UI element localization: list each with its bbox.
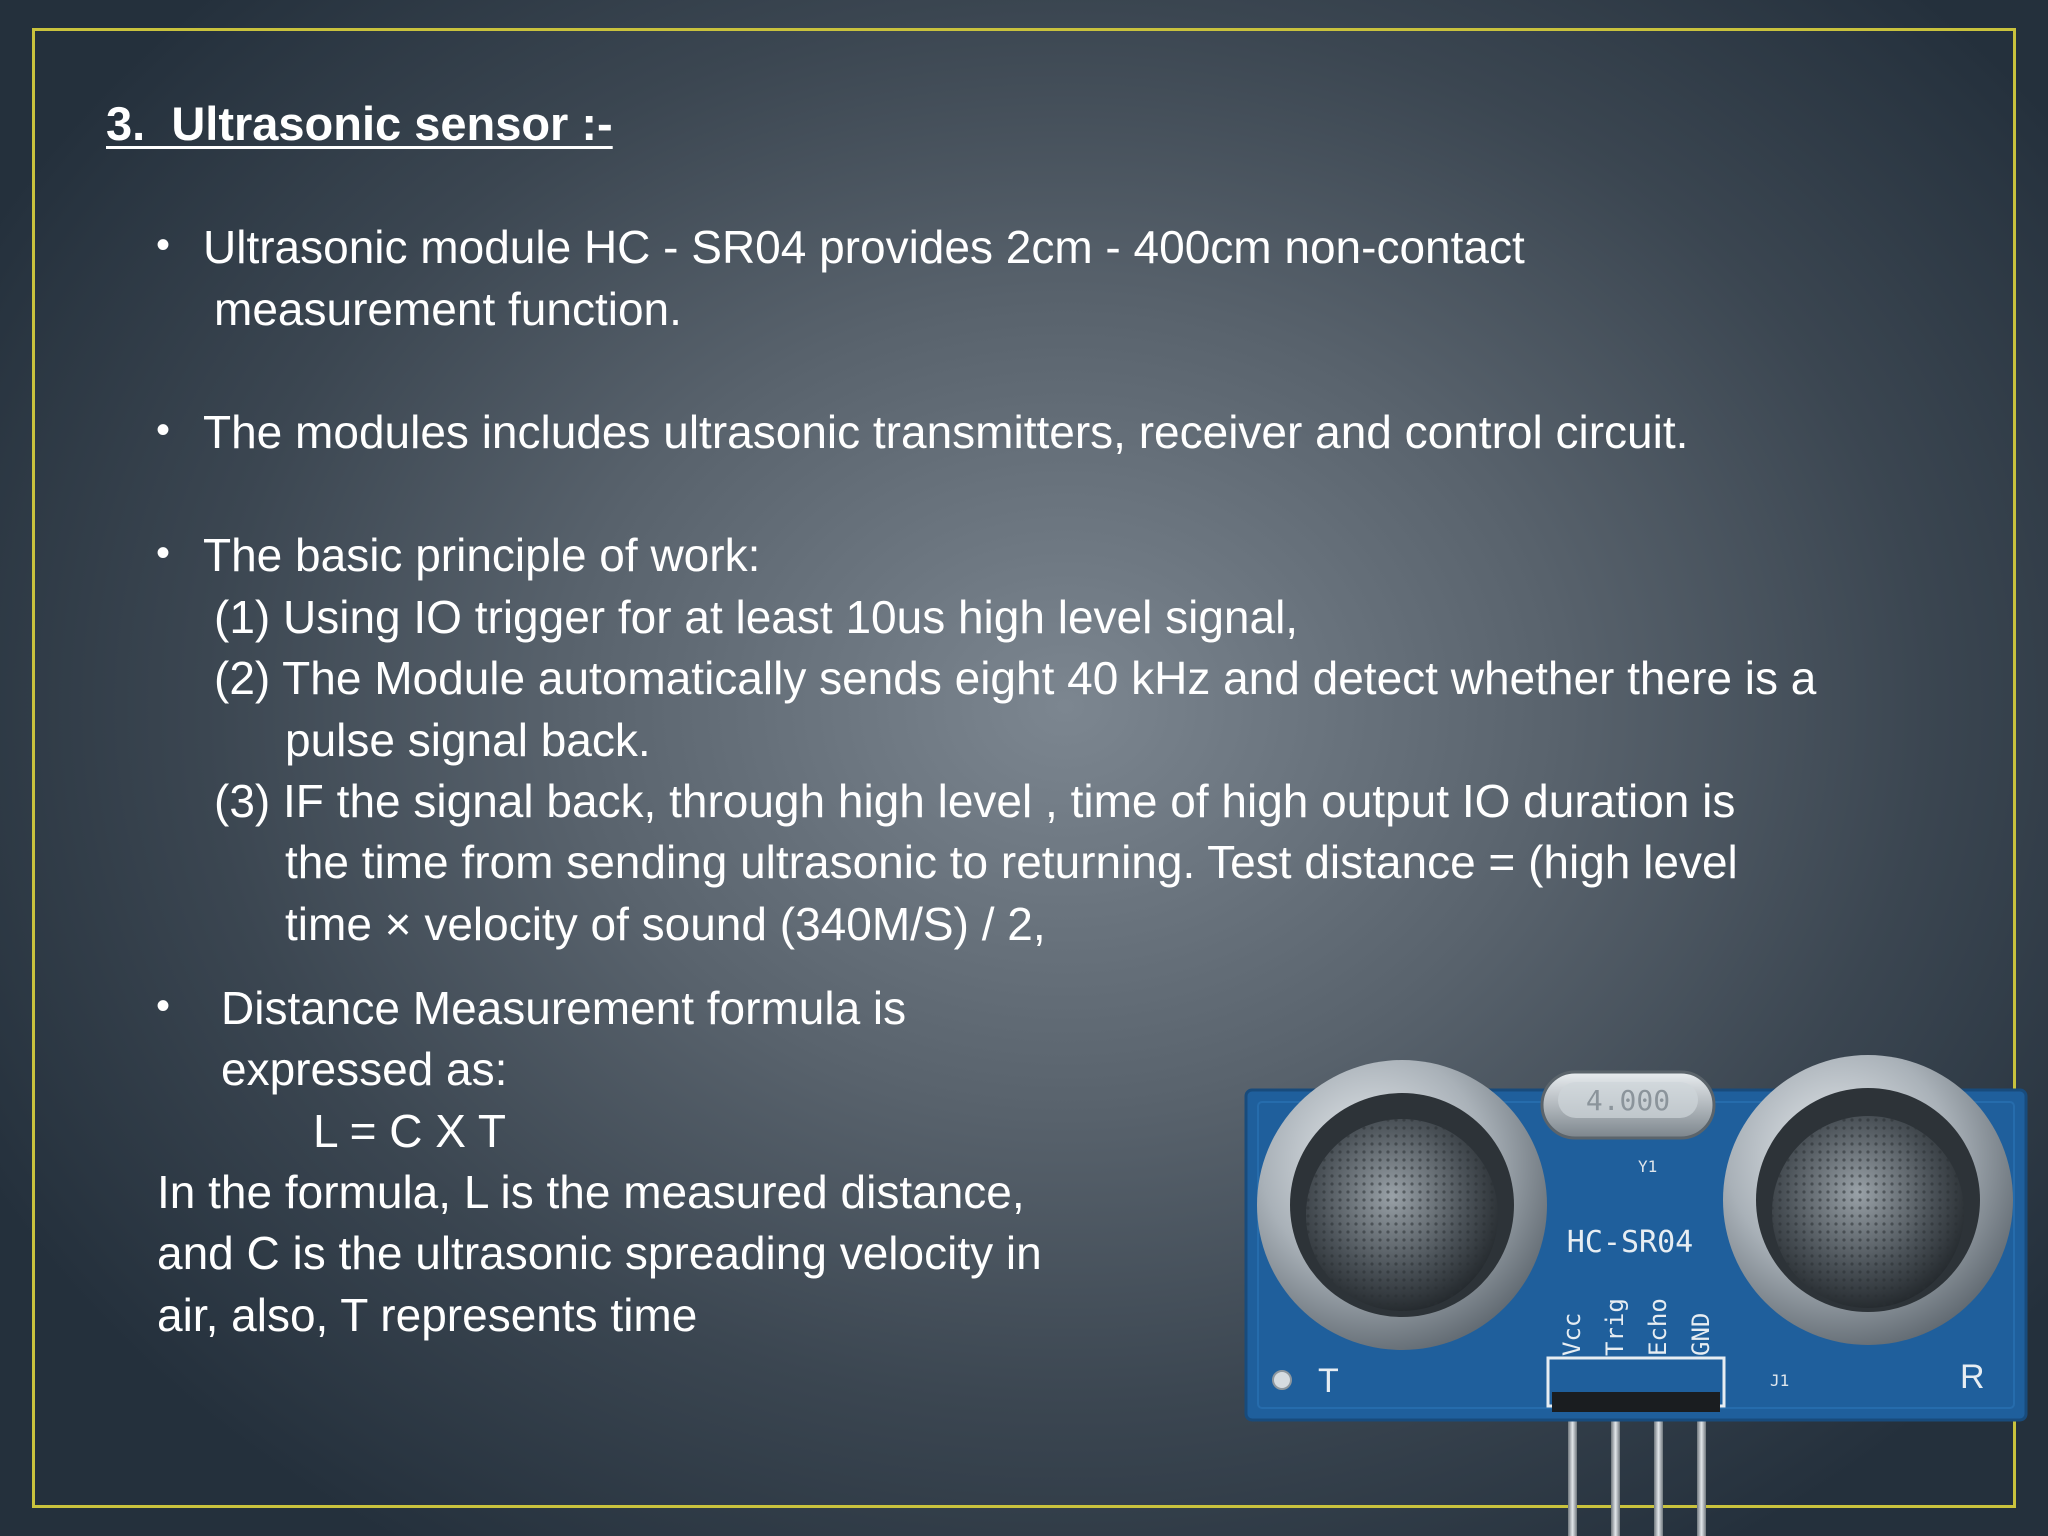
pin-label-vcc: Vcc (1558, 1312, 1586, 1356)
crystal-label: 4.000 (1585, 1084, 1671, 1117)
transmitter-marker: T (1318, 1362, 1339, 1400)
bullet-3-line-1: The basic principle of work: (203, 529, 761, 581)
bullet-marker: • (156, 408, 171, 452)
bullet-4-line-2: expressed as: (221, 1043, 508, 1095)
principle-step-3-line-2: the time from sending ultrasonic to returning. Test distance = (high level (285, 836, 1738, 888)
pin-label-echo: Echo (1644, 1298, 1672, 1356)
principle-step-2-line-2: pulse signal back. (285, 714, 651, 766)
principle-step-3-line-1: (3) IF the signal back, through high level , time of high output IO duration is (214, 775, 1736, 827)
principle-step-1: (1) Using IO trigger for at least 10us high level signal, (214, 591, 1299, 643)
bullet-1-line-1: Ultrasonic module HC - SR04 provides 2cm - 400cm non-contact (203, 221, 1525, 273)
distance-formula: L = C X T (313, 1105, 507, 1157)
bullet-marker: • (156, 984, 171, 1028)
bullet-2-line-1: The modules includes ultrasonic transmitters, receiver and control circuit. (203, 406, 1689, 458)
pin-label-gnd: GND (1687, 1312, 1715, 1356)
receiver-transducer (1723, 1055, 2013, 1345)
formula-explanation-line-3: air, also, T represents time (157, 1289, 698, 1341)
formula-explanation-line-2: and C is the ultrasonic spreading velocity in (157, 1227, 1042, 1279)
model-label: HC-SR04 (1566, 1225, 1694, 1260)
principle-step-3-line-3: time × velocity of sound (340M/S) / 2, (285, 898, 1046, 950)
receiver-marker: R (1960, 1358, 1985, 1396)
formula-explanation-line-1: In the formula, L is the measured distance, (157, 1166, 1025, 1218)
bullet-4-line-1: Distance Measurement formula is (221, 982, 907, 1034)
slide-title: 3. Ultrasonic sensor :- (106, 97, 613, 150)
bullet-1-line-2: measurement function. (214, 283, 682, 335)
crystal-ref-label: Y1 (1638, 1157, 1658, 1176)
transmitter-transducer (1257, 1060, 1547, 1350)
header-ref-label: J1 (1770, 1371, 1790, 1390)
bullet-marker: • (156, 223, 171, 267)
ultrasonic-sensor-image (1240, 1020, 2030, 1536)
pin-label-trig: Trig (1601, 1298, 1629, 1356)
bullet-marker: • (156, 531, 171, 575)
principle-step-2-line-1: (2) The Module automatically sends eight 40 kHz and detect whether there is a (214, 652, 1817, 704)
